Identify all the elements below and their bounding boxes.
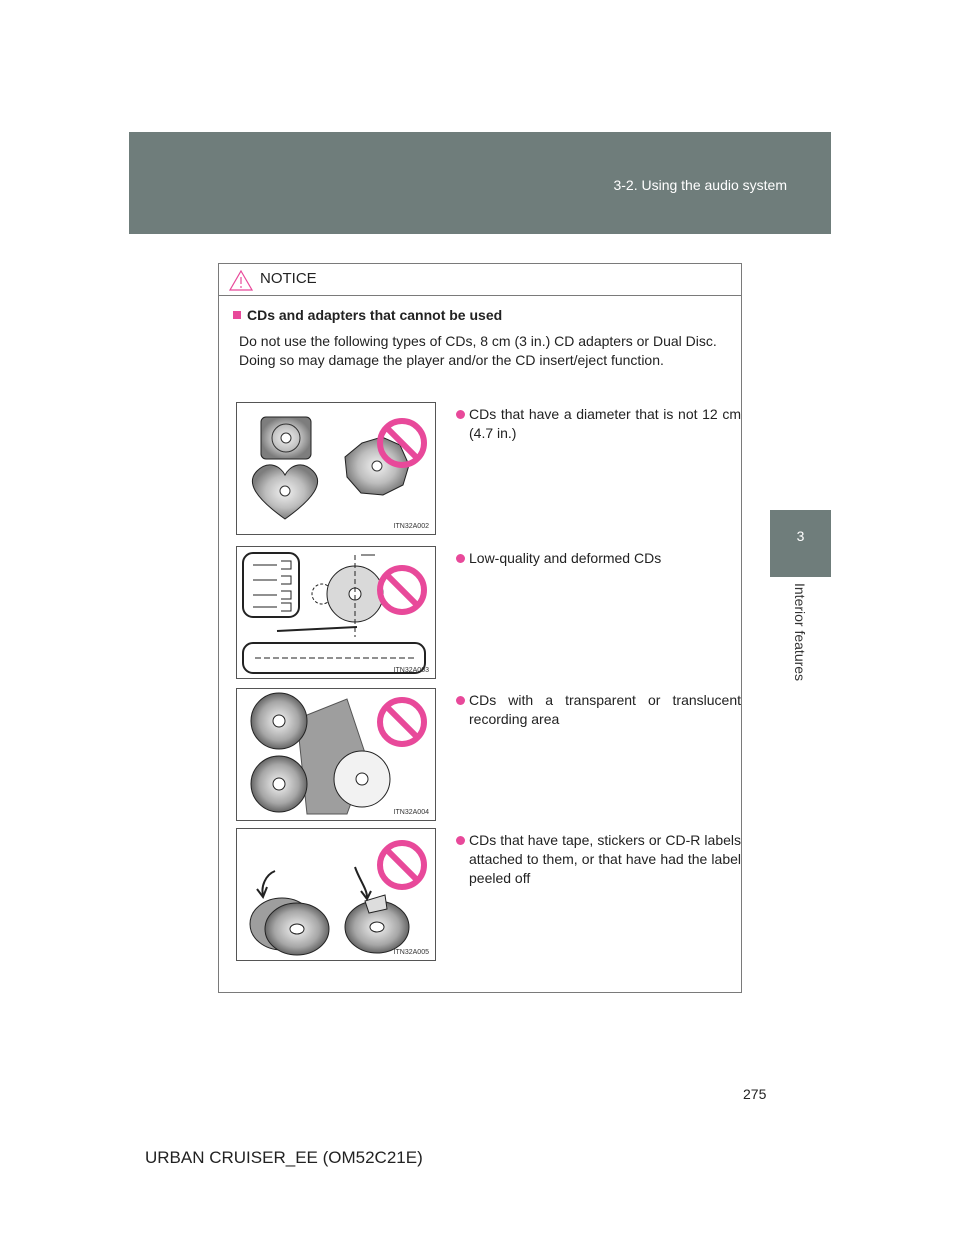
transparent-cd-illustration (237, 689, 435, 820)
figure-non-standard-cds (236, 402, 436, 535)
deformed-cd-illustration (237, 547, 435, 678)
list-item (236, 402, 741, 536)
list-item (236, 546, 726, 680)
chapter-tab (770, 510, 831, 577)
square-bullet-icon (233, 311, 241, 319)
figure-transparent-cds (236, 688, 436, 821)
list-item (236, 828, 741, 962)
non-standard-cd-illustration (237, 403, 435, 534)
page-number: 275 (743, 1086, 767, 1102)
notice-title: NOTICE (260, 270, 317, 287)
section-heading (233, 307, 502, 323)
footer-model-code: URBAN CRUISER_EE (OM52C21E) (145, 1148, 423, 1167)
intro-line-2: Doing so may damage the player and/or the CD insert/eject function. (239, 352, 664, 368)
figure-code: ITN32A003 (393, 667, 429, 674)
item-text: CDs that have a diameter that is not 12 cm (4.7 in.) (469, 406, 741, 441)
chapter-label-area (770, 577, 831, 697)
list-item (236, 688, 741, 822)
figure-code: ITN32A004 (393, 809, 429, 816)
chapter-label: Interior features (792, 583, 808, 682)
section-title: 3-2. Using the audio system (613, 177, 787, 193)
notice-header (219, 264, 741, 296)
notice-box (218, 263, 742, 993)
intro-line-1: Do not use the following types of CDs, 8 cm (3 in.) CD adapters or Dual Disc. (239, 333, 717, 349)
figure-deformed-cds (236, 546, 436, 679)
labelled-cd-illustration (237, 829, 435, 960)
header-band (129, 132, 831, 234)
item-text: CDs with a transparent or translucent recording area (469, 692, 741, 727)
chapter-number: 3 (796, 528, 805, 544)
intro-text (239, 332, 739, 370)
item-text: CDs that have tape, stickers or CD-R labels attached to them, or that have had the label peeled off (469, 832, 741, 886)
item-text: Low-quality and deformed CDs (469, 550, 662, 566)
figure-labelled-cds (236, 828, 436, 961)
figure-code: ITN32A005 (393, 949, 429, 956)
section-heading-text: CDs and adapters that cannot be used (247, 307, 503, 323)
warning-triangle-icon (229, 270, 253, 291)
figure-code: ITN32A002 (393, 523, 429, 530)
